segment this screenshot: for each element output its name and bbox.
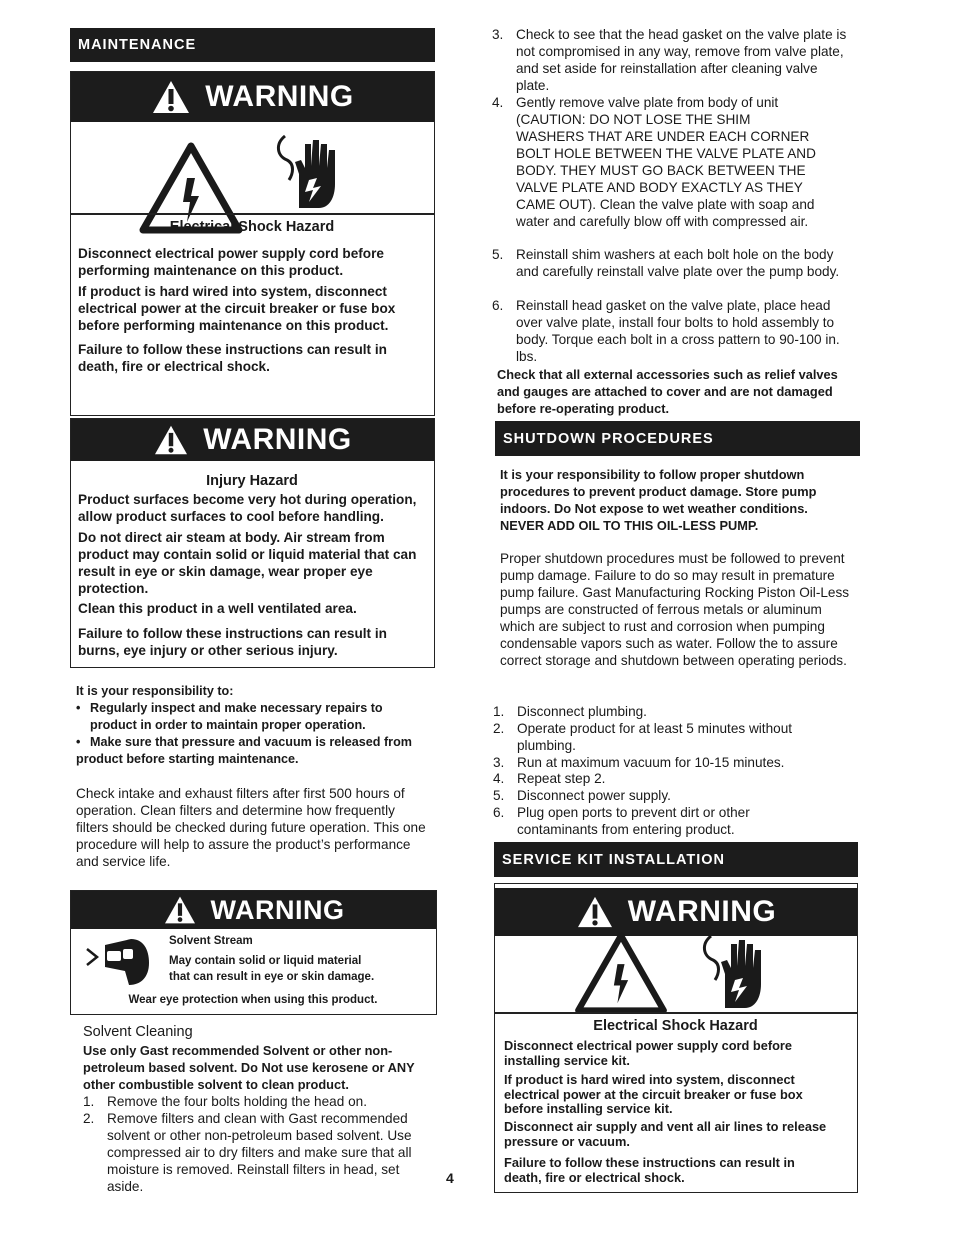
warning-label: WARNING [627,895,777,928]
step-text: Remove the four bolts holding the head on. [107,1094,367,1109]
warning-banner [71,419,434,461]
warning-text: Clean this product in a well ventilated area. [78,601,357,616]
step-text: Operate product for at least 5 minutes without plumbing. [517,721,793,753]
responsibility-bullet: • Regularly inspect and make necessary repairs to product in order to maintain proper operation. [76,700,416,734]
shutdown-step [493,754,833,771]
warning-text: Product surfaces become very hot during operation, allow product surfaces to cool before handling. [78,492,417,524]
step-number: 2. [83,1111,95,1126]
page-number: 4 [446,1170,454,1186]
warning-text: Disconnect electrical power supply cord before installing service kit. [504,1038,793,1068]
step-number: 5. [492,247,504,262]
maintenance-step [492,26,847,94]
warning-label: WARNING [203,423,352,456]
step-number: 1. [83,1094,95,1109]
step-number: 5. [493,788,505,803]
eye-protection-icon [85,935,151,987]
shutdown-paragraph: Proper shutdown procedures must be followed to prevent pump damage. Failure to do so may result in premature pump failure. Gast Manufacturing Rocking Piston Oil-Less pumps are constructed of ferrous metals or aluminum which are subject to rust and corrosion when pumping condensable vapors such as water. Follow the to assure correct storage and shutdown between operating periods. [500,551,850,668]
step-number: 3. [493,755,505,770]
step-number: 2. [493,721,505,736]
step-number: 3. [492,27,504,42]
step-text: Disconnect plumbing. [517,704,647,719]
warning-triangle-icon [151,79,191,115]
maintenance-step [492,246,852,280]
responsibility-intro: It is your responsibility to: [76,684,234,698]
solvent-step [83,1093,428,1110]
step-text: Reinstall shim washers at each bolt hole on the body and carefully reinstall valve plate over the pump body. [516,247,840,279]
warning-text: Do not direct air steam at body. Air stream from product may contain solid or liquid material that can result in eye or skin damage, wear proper eye protection. [78,530,417,596]
maintenance-step [492,94,822,230]
service-kit-header [494,842,858,877]
warning-text: If product is hard wired into system, disconnect electrical power at the circuit breaker or fuse box before performing maintenance on this product. [78,284,396,333]
shutdown-step [493,720,833,754]
solvent-title: Solvent Cleaning [83,1024,193,1040]
solvent-step [83,1110,423,1195]
responsibility-bullet: • Make sure that pressure and vacuum is released from product before starting maintenance. [76,735,412,766]
warning-title: Electrical Shock Hazard [593,1018,758,1034]
shutdown-header-label: SHUTDOWN PROCEDURES [503,430,714,447]
filters-paragraph: Check intake and exhaust filters after first 500 hours of operation. Clean filters and determine how frequently filters should be checked during future operation. This one procedure will help to assure the product’s performance and service life. [76,786,426,869]
warning-text: Disconnect air supply and vent all air lines to release pressure or vacuum. [504,1119,827,1149]
step-number: 4. [492,95,504,110]
warning-text: Failure to follow these instructions can result in burns, eye injury or other serious injury. [78,626,387,658]
shutdown-header [495,421,860,456]
shutdown-step [493,787,833,804]
warning-label: WARNING [210,894,345,925]
accessories-check-text: Check that all external accessories such as relief valves and gauges are attached to cover and are not damaged before re-operating product. [497,367,838,416]
step-number: 6. [492,298,504,313]
warning-text: May contain solid or liquid material that can result in eye or skin damage. [169,955,375,983]
maintenance-header [70,28,435,62]
divider [71,213,434,215]
warning-title: Injury Hazard [206,473,298,489]
warning-banner [71,891,436,929]
shock-hand-icon [697,932,767,1012]
step-text: Check to see that the head gasket on the valve plate is not compromised in any way, remove from valve plate, and set aside for reinstallation after cleaning valve plate. [516,27,847,93]
warning-service-electrical-shock [494,883,858,1193]
step-number: 4. [493,771,505,786]
step-text: Reinstall head gasket on the valve plate, place head over valve plate, install four bolts to hold assembly to body. Torque each bolt in a cross pattern to 90-100 in. lbs. [516,298,840,364]
warning-text: Disconnect electrical power supply cord before performing maintenance on this product. [78,246,384,278]
solvent-warning-text: Use only Gast recommended Solvent or other non-petroleum based solvent. Do Not use kerosene or ANY other combustible solvent to clean product. [83,1043,415,1092]
service-kit-header-label: SERVICE KIT INSTALLATION [502,851,725,868]
warning-triangle-icon [163,895,197,925]
shutdown-step [493,703,833,720]
warning-triangle-icon [576,895,614,929]
warning-banner [495,888,857,936]
bullet-text: Regularly inspect and make necessary repairs to product in order to maintain proper operation. [90,701,383,732]
step-text: Plug open ports to prevent dirt or other contaminants from entering product. [517,805,750,837]
step-number: 1. [493,704,505,719]
warning-text: If product is hard wired into system, disconnect electrical power at the circuit breaker or fuse box before installing service kit. [504,1072,803,1116]
warning-electrical-shock [70,71,435,416]
warning-text: Failure to follow these instructions can result in death, fire or electrical shock. [504,1155,795,1185]
step-text: Disconnect power supply. [517,788,671,803]
maintenance-header-label: MAINTENANCE [78,37,197,53]
warning-banner [71,72,434,122]
warning-label: WARNING [205,80,354,113]
shutdown-warning-text: It is your responsibility to follow proper shutdown procedures to prevent product damage. Store pump indoors. Do Not expose to wet weather conditions. NEVER ADD OIL TO THIS OIL-LESS PUMP. [500,467,817,533]
step-text: Run at maximum vacuum for 10-15 minutes. [517,755,785,770]
warning-triangle-icon [153,424,189,456]
divider [495,1012,857,1014]
step-number: 6. [493,805,505,820]
maintenance-step [492,297,847,365]
step-text: Gently remove valve plate from body of unit (CAUTION: DO NOT LOSE THE SHIM WASHERS THAT ARE UNDER EACH CORNER BOLT HOLE BETWEEN THE VALVE PLATE AND BODY. THEY MUST GO BACK BETWEEN THE VALVE PLATE AND BODY EXACTLY AS THEY CAME OUT). Clean the valve plate with soap and water and carefully blow off with compressed air. [516,95,816,229]
warning-solvent-stream [70,890,437,1015]
warning-text: Failure to follow these instructions can result in death, fire or electrical shock. [78,342,387,374]
warning-title: Electrical Shock Hazard [169,219,335,235]
shutdown-step [493,804,783,838]
warning-footer: Wear eye protection when using this product. [128,994,378,1006]
shock-hand-icon [271,132,341,212]
step-text: Repeat step 2. [517,771,606,786]
warning-title: Solvent Stream [169,935,253,947]
bullet-text: Make sure that pressure and vacuum is released from product before starting maintenance. [76,735,412,766]
step-text: Remove filters and clean with Gast recommended solvent or other non-petroleum based solvent. Use compressed air to dry filters and make sure that all moisture is removed. Reinstall filters in head, set aside. [107,1111,412,1194]
shutdown-step [493,770,833,787]
warning-injury-hazard [70,418,435,668]
electrical-hazard-icon [569,932,673,1014]
